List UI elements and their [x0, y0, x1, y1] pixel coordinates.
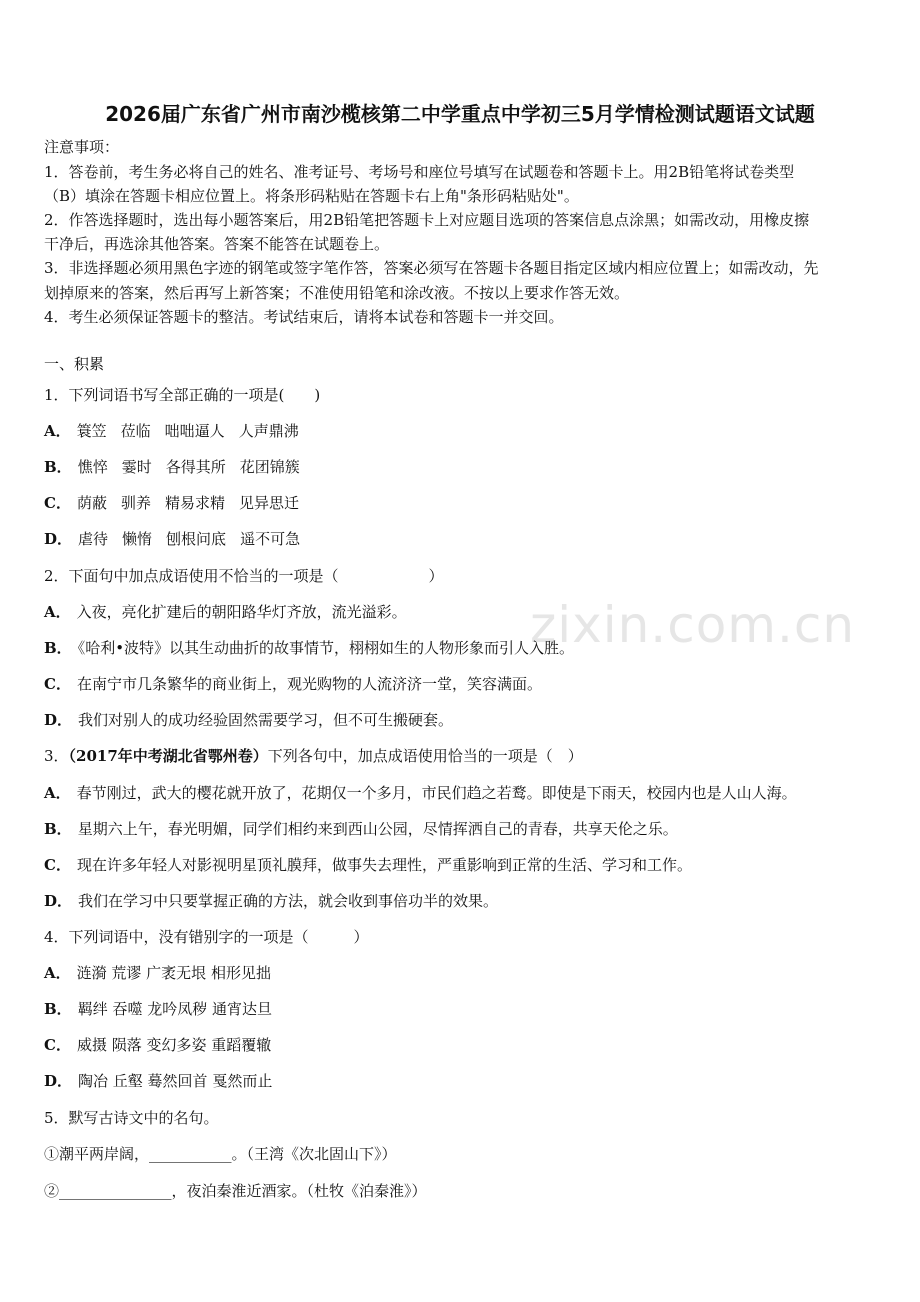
- option-text: 陶冶 丘壑 蓦然回首 戛然而止: [78, 1072, 273, 1090]
- option-letter: C．: [44, 675, 71, 693]
- option-letter: B．: [44, 458, 72, 476]
- option-text: 入夜，亮化扩建后的朝阳路华灯齐放，流光溢彩。: [76, 603, 407, 621]
- option-text: 春节刚过，武大的樱花就开放了，花期仅一个多月，市民们趋之若鹜。即使是下雨天，校园内也是人山人海。: [76, 784, 797, 802]
- q1-option-a: [44, 420, 884, 442]
- q1-option-d: [44, 528, 884, 550]
- option-text: 在南宁市几条繁华的商业街上，观光购物的人流济济一堂，笑容满面。: [76, 675, 542, 693]
- q4-option-c: [44, 1034, 884, 1056]
- word: 霎时: [121, 458, 152, 476]
- q4-option-a: [44, 962, 884, 984]
- option-letter: D．: [44, 711, 73, 729]
- option-letter: C．: [44, 856, 71, 874]
- q3-option-b: [44, 818, 884, 840]
- option-letter: C．: [44, 494, 71, 512]
- option-letter: D．: [44, 892, 73, 910]
- line-suffix: 。（王湾《次北固山下》）: [231, 1145, 397, 1163]
- option-letter: B．: [44, 1000, 72, 1018]
- word: 咄咄逼人: [164, 422, 225, 440]
- q5-line-1: [44, 1143, 884, 1165]
- word: 懒惰: [122, 530, 153, 548]
- q2-option-b: [44, 637, 884, 659]
- word: 荫蔽: [76, 494, 107, 512]
- option-letter: A．: [44, 784, 71, 802]
- word: 莅临: [120, 422, 151, 440]
- notice-line: 4．考生必须保证答题卡的整洁。考试结束后，请将本试卷和答题卡一并交回。: [44, 308, 564, 326]
- option-letter: A．: [44, 603, 71, 621]
- word: 花团锦簇: [239, 458, 300, 476]
- q5-line-2: [44, 1180, 884, 1202]
- q4-option-b: [44, 998, 884, 1020]
- q2-option-d: [44, 709, 884, 731]
- word: 人声鼎沸: [238, 422, 299, 440]
- notice-line: （B）填涂在答题卡相应位置上。将条形码粘贴在答题卡右上角"条形码粘贴处"。: [44, 187, 579, 205]
- word: 精易求精: [164, 494, 225, 512]
- option-text: 现在许多年轻人对影视明星顶礼膜拜，做事失去理性，严重影响到正常的生活、学习和工作。: [76, 856, 692, 874]
- question-text: 下列各句中，加点成语使用恰当的一项是（ ）: [267, 747, 583, 765]
- section-heading: 一、积累: [44, 355, 105, 373]
- notice-heading: 注意事项：: [44, 138, 120, 156]
- word: 憔悴: [77, 458, 108, 476]
- fill-blank: _______________: [59, 1182, 172, 1200]
- option-letter: D．: [44, 530, 73, 548]
- line-suffix: ，夜泊秦淮近酒家。（杜牧《泊秦淮》）: [171, 1182, 427, 1200]
- watermark: zixin.com.cn: [530, 596, 856, 654]
- question-2-stem: 2．下面句中加点成语使用不恰当的一项是（ ）: [44, 567, 444, 585]
- q2-option-a: [44, 601, 884, 623]
- option-letter: C．: [44, 1036, 71, 1054]
- option-letter: B．: [44, 820, 72, 838]
- question-5-stem: 5．默写古诗文中的名句。: [44, 1109, 219, 1127]
- line-prefix: ①潮平两岸阔，: [44, 1145, 150, 1163]
- word: 各得其所: [165, 458, 226, 476]
- option-text: 威摄 陨落 变幻多姿 重蹈覆辙: [76, 1036, 272, 1054]
- notice-line: 3．非选择题必须用黑色字迹的钢笔或签字笔作答，答案必须写在答题卡各题目指定区域内相应位置上；如需改动，先: [44, 259, 819, 277]
- option-text: 我们对别人的成功经验固然需要学习，但不可生搬硬套。: [78, 711, 454, 729]
- notice-line: 1．答卷前，考生务必将自己的姓名、准考证号、考场号和座位号填写在试题卷和答题卡上。用2B铅笔将试卷类型: [44, 163, 795, 181]
- exam-title: 2026届广东省广州市南沙榄核第二中学重点中学初三5月学情检测试题语文试题: [105, 102, 815, 126]
- option-letter: A．: [44, 422, 71, 440]
- q3-option-a: [44, 782, 884, 804]
- fill-blank: ___________: [149, 1145, 232, 1163]
- q1-option-c: [44, 492, 884, 514]
- option-text: 《哈利•波特》以其生动曲折的故事情节，栩栩如生的人物形象而引人入胜。: [77, 639, 575, 657]
- question-1-stem: 1．下列词语书写全部正确的一项是( ): [44, 386, 321, 404]
- question-number: 3．: [44, 747, 69, 765]
- option-letter: A．: [44, 964, 71, 982]
- option-letter: B．: [44, 639, 72, 657]
- question-4-stem: 4．下列词语中，没有错别字的一项是（ ）: [44, 928, 369, 946]
- option-text: 羁绊 吞噬 龙吟凤秽 通宵达旦: [77, 1000, 272, 1018]
- word: 遥不可急: [240, 530, 301, 548]
- question-3-stem: [44, 745, 884, 767]
- line-prefix: ②: [44, 1182, 60, 1200]
- notice-line: 2．作答选择题时，选出每小题答案后，用2B铅笔把答题卡上对应题目选项的答案信息点涂黑；如需改动，用橡皮擦: [44, 211, 810, 229]
- option-text: 涟漪 荒谬 广袤无垠 相形见拙: [76, 964, 271, 982]
- q1-option-b: [44, 456, 884, 478]
- notice-line: 干净后，再选涂其他答案。答案不能答在试题卷上。: [44, 235, 390, 253]
- question-source: （2017年中考湖北省鄂州卷）: [68, 747, 268, 765]
- option-text: 星期六上午，春光明媚，同学们相约来到西山公园，尽情挥洒自己的青春，共享天伦之乐。: [77, 820, 678, 838]
- word: 驯养: [120, 494, 151, 512]
- word: 刨根问底: [166, 530, 227, 548]
- word: 见异思迁: [239, 494, 300, 512]
- option-letter: D．: [44, 1072, 73, 1090]
- q3-option-d: [44, 890, 884, 912]
- word: 虐待: [78, 530, 109, 548]
- notice-line: 划掉原来的答案，然后再写上新答案；不准使用铅笔和涂改液。不按以上要求作答无效。: [44, 284, 630, 302]
- q3-option-c: [44, 854, 884, 876]
- word: 簑笠: [76, 422, 107, 440]
- q2-option-c: [44, 673, 884, 695]
- option-text: 我们在学习中只要掌握正确的方法，就会收到事倍功半的效果。: [78, 892, 499, 910]
- q4-option-d: [44, 1070, 884, 1092]
